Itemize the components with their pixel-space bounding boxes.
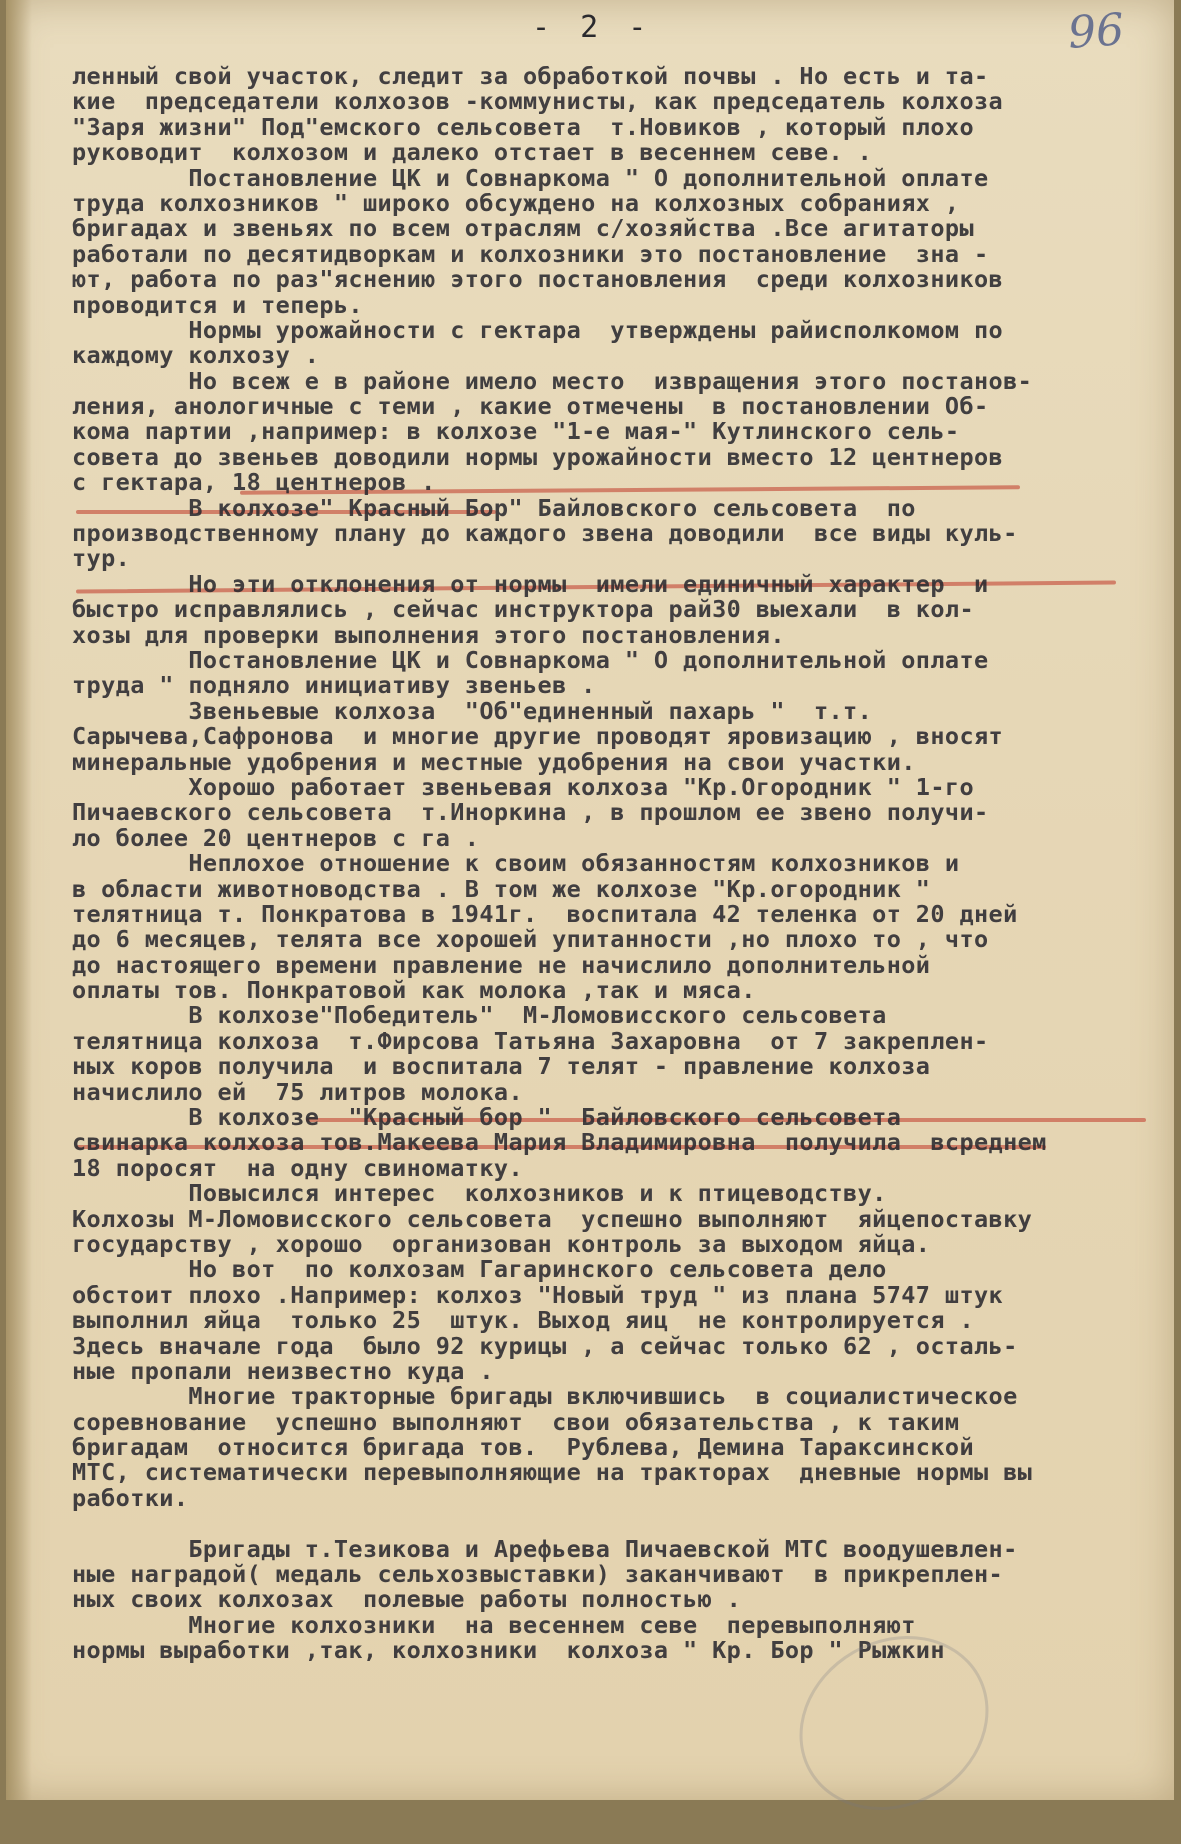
text-line: ные пропали неизвестно куда . — [72, 1356, 494, 1385]
text-line: Хорошо работает звеньевая колхоза "Кр.Огородник " 1-го — [72, 772, 974, 801]
text-line: Многие колхозники на весеннем севе перевыполняют — [72, 1610, 916, 1639]
text-line: работали по десятидворкам и колхозники это постановление зна - — [72, 239, 989, 268]
text-line: с гектара, 18 центнеров . — [72, 468, 436, 497]
text-line: Здесь вначале года было 92 курицы , а сейчас только 62 , осталь- — [72, 1331, 1018, 1360]
text-line: быстро исправлялись , сейчас инструктора рай30 выехали в кол- — [72, 595, 974, 624]
text-line: Колхозы М-Ломовисского сельсовета успешно выполняют яйцепоставку — [72, 1204, 1033, 1233]
text-line: Многие тракторные бригады включившись в социалистическое — [72, 1382, 1018, 1411]
text-line: Пичаевского сельсовета т.Иноркина , в прошлом ее звено получи- — [72, 798, 989, 827]
document-body — [72, 64, 1172, 1664]
text-line: государству , хорошо организован контроль за выходом яйца. — [72, 1229, 931, 1258]
text-line: В колхозе" Красный Бор" Байловского сельсовета по — [72, 493, 916, 522]
text-line: МТС, систематически перевыполняющие на тракторах дневные нормы вы — [72, 1458, 1033, 1487]
text-line: кие председатели колхозов -коммунисты, как председатель колхоза — [72, 87, 1004, 116]
text-line: каждому колхозу . — [72, 341, 320, 370]
text-line: В колхозе "Красный бор " Байловского сельсовета — [72, 1103, 902, 1132]
text-line: производственному плану до каждого звена доводили все виды куль- — [72, 519, 1018, 548]
text-line: 18 поросят на одну свиноматку. — [72, 1153, 523, 1182]
text-line: ления, анологичные с теми , какие отмечены в постановлении Об- — [72, 392, 989, 421]
text-line: ло более 20 центнеров с га . — [72, 823, 480, 852]
text-line: Повысился интерес колхозников и к птицеводству. — [72, 1179, 887, 1208]
document-page — [6, 0, 1174, 1800]
text-line: тур. — [72, 544, 131, 573]
text-line: начислило ей 75 литров молока. — [72, 1077, 523, 1106]
text-line: руководит колхозом и далеко отстает в весеннем севе. . — [72, 138, 873, 167]
text-line: проводится и теперь. — [72, 290, 363, 319]
text-line: телятница колхоза т.Фирсова Татьяна Захаровна от 7 закреплен- — [72, 1026, 989, 1055]
text-line: труда " подняло инициативу звеньев . — [72, 671, 596, 700]
text-line: Звеньевые колхоза "Об"единенный пахарь " т.т. — [72, 696, 873, 725]
text-line: "Заря жизни" Под"емского сельсовета т.Новиков , который плохо — [72, 112, 974, 141]
text-line: свинарка колхоза тов.Макеева Мария Владимировна получила всреднем — [72, 1128, 1047, 1157]
text-line: Бригады т.Тезикова и Арефьева Пичаевской МТС воодушевлен- — [72, 1534, 1018, 1563]
text-line: Но эти отклонения от нормы имели единичный характер и — [72, 569, 989, 598]
text-line: Но вот по колхозам Гагаринского сельсовета дело — [72, 1255, 887, 1284]
text-line: Сарычева,Сафронова и многие другие проводят яровизацию , вносят — [72, 722, 1004, 751]
text-line: Нормы урожайности с гектара утверждены райисполкомом по — [72, 315, 1004, 344]
text-line: работки. — [72, 1483, 189, 1512]
text-line: соревнование успешно выполняют свои обязательства , к таким — [72, 1407, 960, 1436]
text-line: ных коров получила и воспитала 7 телят - правление колхоза — [72, 1052, 931, 1081]
text-line: ные наградой( медаль сельхозвыставки) заканчивают в прикреплен- — [72, 1560, 1004, 1589]
text-line: ют, работа по раз"яснению этого постановления среди колхозников — [72, 265, 1004, 294]
text-line: минеральные удобрения и местные удобрения на свои участки. — [72, 747, 916, 776]
text-line: Но всеж е в районе имело место извращения этого постанов- — [72, 366, 1033, 395]
text-line: хозы для проверки выполнения этого постановления. — [72, 620, 785, 649]
text-line: Постановление ЦК и Совнаркома " О дополнительной оплате — [72, 645, 989, 674]
page-edge-shadow — [6, 0, 32, 1800]
text-line: труда колхозников " широко обсуждено на колхозных собраниях , — [72, 188, 960, 217]
text-line: телятница т. Понкратова в 1941г. воспитала 42 теленка от 20 дней — [72, 899, 1018, 928]
text-line: бригадах и звеньях по всем отраслям с/хозяйства .Все агитаторы — [72, 214, 974, 243]
text-line: нормы выработки ,так, колхозники колхоза " Кр. Бор " Рыжкин — [72, 1636, 945, 1665]
text-line: ных своих колхозах полевые работы полностью . — [72, 1585, 742, 1614]
text-line: до настоящего времени правление не начислило дополнительной — [72, 950, 931, 979]
text-line: ленный свой участок, следит за обработкой почвы . Но есть и та- — [72, 62, 989, 90]
text-line: оплаты тов. Понкратовой как молока ,так и мяса. — [72, 976, 756, 1005]
text-line: бригадам относится бригада тов. Рублева, Демина Тараксинской — [72, 1433, 974, 1462]
text-line: в области животноводства . В том же колхозе "Кр.огородник " — [72, 874, 931, 903]
text-line: В колхозе"Победитель" М-Ломовисского сельсовета — [72, 1001, 887, 1030]
text-line: совета до звеньев доводили нормы урожайности вместо 12 центнеров — [72, 442, 1004, 471]
text-line: кома партии ,например: в колхозе "1-е мая-" Кутлинского сель- — [72, 417, 960, 446]
text-line: Постановление ЦК и Совнаркома " О дополнительной оплате — [72, 163, 989, 192]
text-line: обстоит плохо .Например: колхоз "Новый труд " из плана 5747 штук — [72, 1280, 1004, 1309]
text-line: выполнил яйца только 25 штук. Выход яиц не контролируется . — [72, 1306, 974, 1335]
text-line: до 6 месяцев, телята все хорошей упитанности ,но плохо то , что — [72, 925, 989, 954]
text-line: Неплохое отношение к своим обязанностям колхозников и — [72, 849, 960, 878]
archive-sheet-number: 96 — [1066, 4, 1126, 59]
page-number: - 2 - — [532, 10, 653, 45]
text-line — [72, 1511, 1172, 1536]
